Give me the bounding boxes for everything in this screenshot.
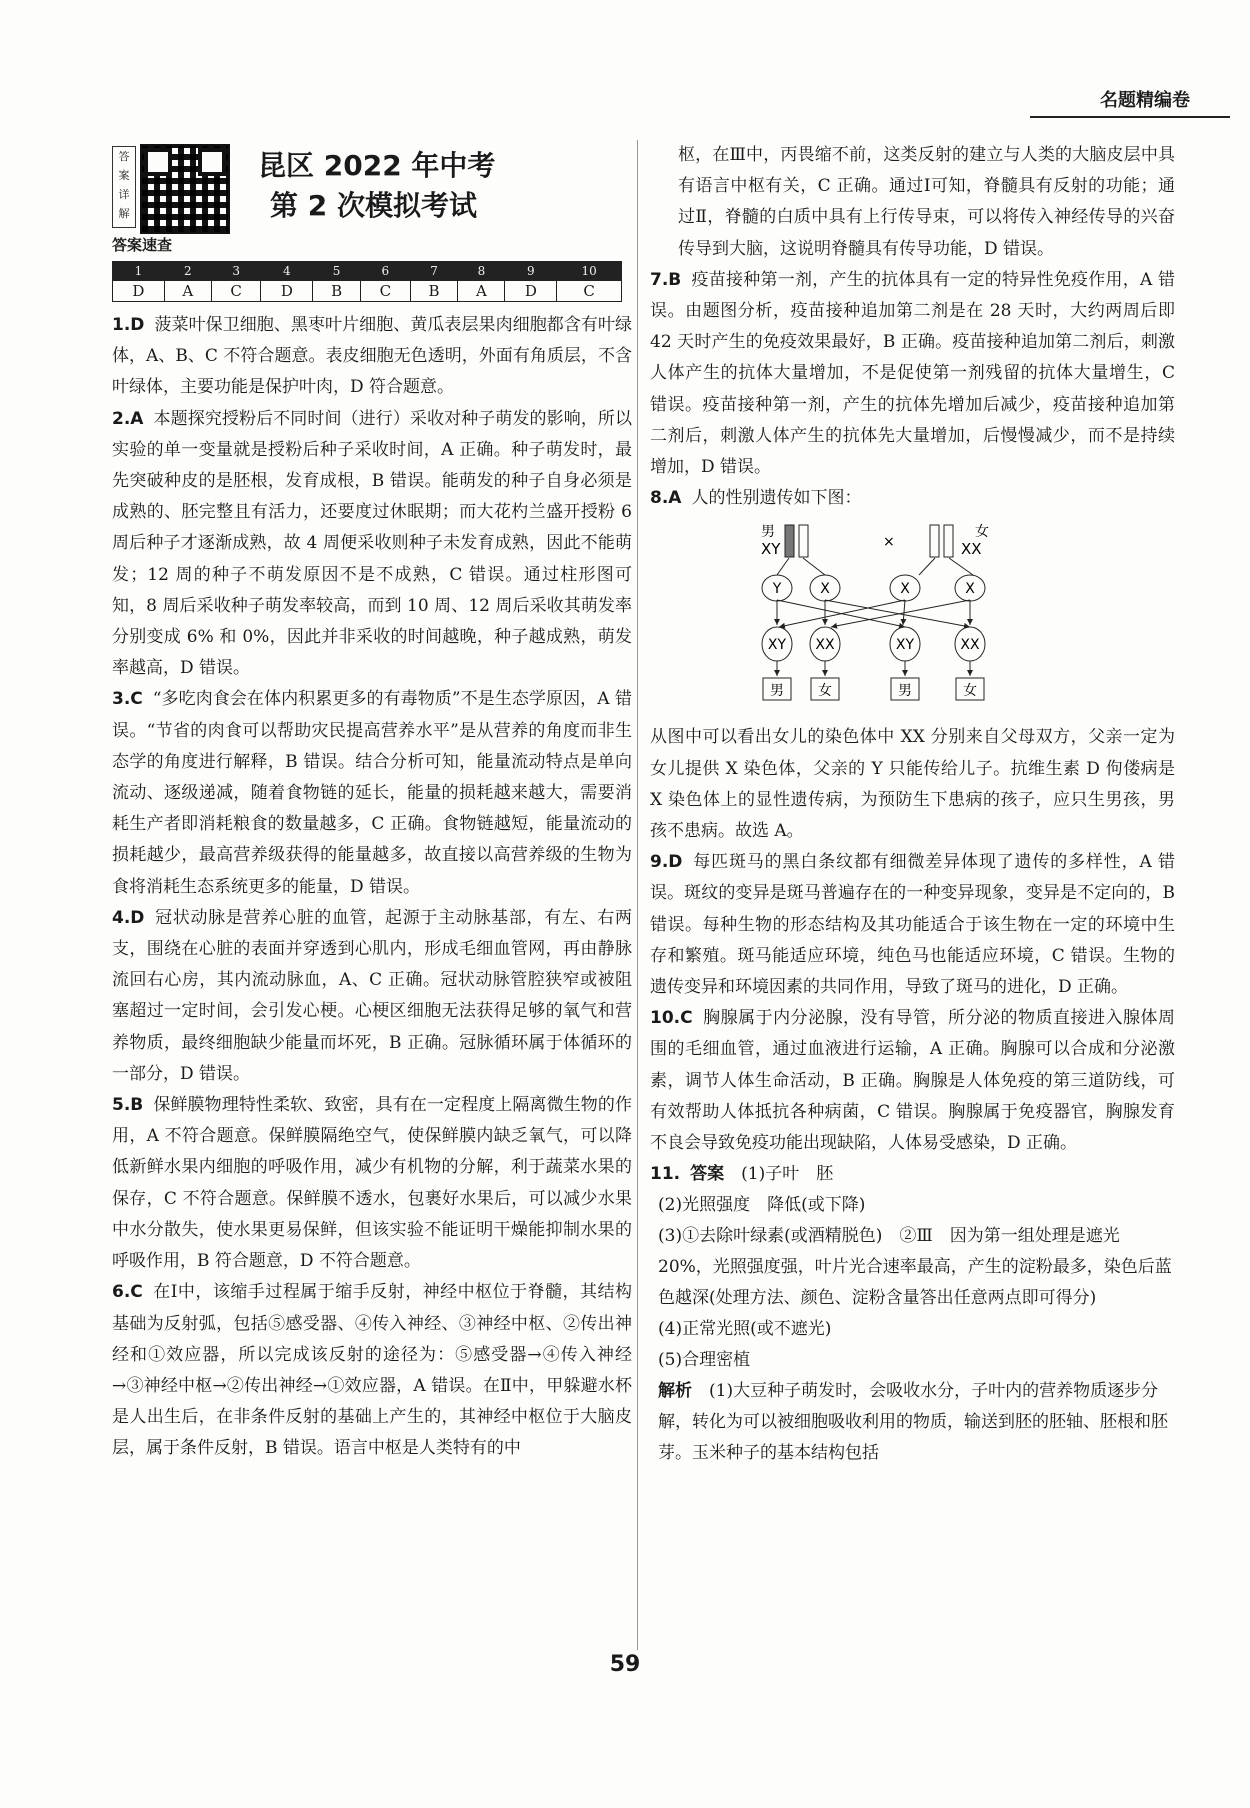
column-divider (637, 140, 638, 1650)
item-text: “多吃肉食会在体内积累更多的有毒物质”不是生态学原因，A 错误。“节省的肉食可以帮助灾民提高营养水平”是从营养的角度而非生态学的角度进行解释，B 错误。结合分析可知，能量流动特点是单向流动、逐级递减，随着食物链的延长，能量的损耗越来越大，需要消耗生产者即消耗粮食的数量越多，C 正确。食物链越短，能量流动的损耗越少，最高营养级获得的能量越多，故直接以高营养级的生物为食将消耗生态系统更多的能量，D 错误。 (112, 689, 632, 897)
answer-part: (2)光照强度 降低(或下降) (658, 1195, 866, 1216)
item-number: 4.D (112, 907, 145, 928)
exam-title-line2: 第 2 次模拟考试 (270, 189, 477, 222)
analysis-text: (1)大豆种子萌发时，会吸收水分，子叶内的营养物质逐步分解，转化为可以被细胞吸收利用的物质，输送到胚的胚轴、胚根和胚芽。玉米种子的基本结构包括 (658, 1381, 1168, 1464)
gamete-label: Y (772, 581, 782, 598)
answer-key-number: 8 (458, 262, 505, 281)
offspring-label: 女 (963, 683, 977, 700)
qr-caption-char: 解 (118, 207, 130, 220)
x-chromosome (930, 525, 939, 557)
item-9 (650, 847, 1175, 1003)
item-11 (650, 1159, 1175, 1190)
item-6-continuation (650, 140, 1175, 265)
cross-symbol: × (883, 534, 895, 551)
answer-key-answer: D (113, 281, 165, 302)
zygote-label: XY (895, 637, 915, 654)
answer-key-answer: D (261, 281, 313, 302)
item-text: 枢，在Ⅲ中，丙畏缩不前，这类反射的建立与人类的大脑皮层中具有语言中枢有关，C 正确。通过Ⅰ可知，脊髓具有反射的功能；通过Ⅱ，脊髓的白质中具有上行传导束，可以将传入神经传导的兴奋传导到大脑，这说明脊髓具有传导功能，D 错误。 (678, 145, 1175, 259)
answer-key-numbers (113, 262, 622, 281)
answer-key-number: 2 (164, 262, 211, 281)
answer-key-answer: D (505, 281, 557, 302)
qr-caption-char: 案 (118, 169, 130, 182)
answer-label: 答案 (690, 1164, 725, 1185)
left-column (112, 140, 632, 1465)
answer-part: (3)①去除叶绿素(或酒精脱色) ②Ⅲ 因为第一组处理是遮光 20%，光照强度强，叶片光合速率最高，产生的淀粉最多，染色后蓝色越深(处理方法、颜色、淀粉含量答出任意两点即可得分) (658, 1226, 1172, 1309)
answer-key-answer: C (361, 281, 411, 302)
zygote-label: XX (815, 637, 835, 654)
item-text: 每匹斑马的黑白条纹都有细微差异体现了遗传的多样性，A 错误。斑纹的变异是斑马普遍存在的一种变异现象，变异是不定向的，B 错误。每种生物的形态结构及其功能适合于该生物在一定的环境中生存和繁殖。斑马能适应环境，纯色马也能适应环境，C 错误。生物的遗传变异和环境因素的共同作用，导致了斑马的进化，D 正确。 (650, 852, 1175, 998)
answer-key-number: 6 (361, 262, 411, 281)
offspring-row (763, 661, 984, 700)
header-rule (1030, 116, 1230, 118)
gamete-label: X (820, 581, 830, 598)
item-number: 3.C (112, 689, 143, 710)
offspring-label: 男 (898, 683, 912, 700)
right-column (650, 140, 1175, 1469)
item-text: 本题探究授粉后不同时间（进行）采收对种子萌发的影响，所以实验的单一变量就是授粉后种子采收时间，A 正确。种子萌发时，最先突破种皮的是胚根，发育成根，B 错误。能萌发的种子自身必须是成熟的、胚完整且有活力，还要度过休眠期；而大花杓兰盛开授粉 6 周后种子才逐渐成熟，故 4 周便采收则种子未发育成熟，因此不能萌发；12 周的种子不萌发原因不是不成熟，C 错误。通过柱形图可知，8 周后采收种子萌发率较高，而到 10 周、12 周后采收其萌发率分别变成 6% 和 0%，因此并非采收的时间越晚，种子越成熟，萌发率越高，D 错误。 (112, 408, 632, 679)
item-number: 11. (650, 1164, 681, 1185)
item-10 (650, 1003, 1175, 1159)
answer-key-answer: C (557, 281, 622, 302)
qr-caption (112, 146, 136, 228)
item-7 (650, 265, 1175, 483)
zygote-row (762, 627, 985, 661)
exam-header (112, 140, 632, 232)
qr-caption-char: 详 (118, 188, 130, 201)
answer-key-number: 4 (261, 262, 313, 281)
item-text: 疫苗接种第一剂，产生的抗体具有一定的特异性免疫作用，A 错误。由题图分析，疫苗接种追加第二剂是在 28 天时，大约两周后即 42 天时产生的免疫效果最好，B 正确。疫苗接种追加第二剂后，刺激人体产生的抗体大量增加，不是促使第一剂残留的抗体大量增生，C 错误。疫苗接种第一剂，产生的抗体先增加后减少，疫苗接种追加第二剂后，刺激人体产生的抗体先大量增加，后慢慢减少，而不是持续增加，D 错误。 (650, 269, 1175, 478)
analysis (650, 1376, 1175, 1469)
item-number: 8.A (650, 488, 682, 509)
offspring-label: 女 (818, 683, 832, 700)
item-text: 胸腺属于内分泌腺，没有导管，所分泌的物质直接进入腺体周围的毛细血管，通过血液进行运输，A 正确。胸腺可以合成和分泌激素，调节人体生命活动，B 正确。胸腺是人体免疫的第三道防线，可有效帮助人体抵抗各种病菌，C 错误。胸腺属于免疫器官，胸腺发育不良会导致免疫功能出现缺陷，人体易受感染，D 正确。 (650, 1008, 1175, 1154)
item-text: 保鲜膜物理特性柔软、致密，具有在一定程度上隔离微生物的作用，A 不符合题意。保鲜膜隔绝空气，使保鲜膜内缺乏氧气，可以降低新鲜水果内细胞的呼吸作用，减少有机物的分解，利于蔬菜水果的保存，C 不符合题意。保鲜膜不透水，包裹好水果后，可以减少水果中水分散失，使水果更易保鲜，但该实验不能证明干燥能抑制水果的呼吸作用，B 符合题意，D 不符合题意。 (112, 1095, 632, 1272)
answer-key-answer: A (164, 281, 211, 302)
item-text: 从图中可以看出女儿的染色体中 XX 分别来自父母双方，父亲一定为女儿提供 X 染色体，父亲的 Y 只能传给儿子。抗维生素 D 佝偻病是 X 染色体上的显性遗传病，为预防生下患病的孩子，应只生男孩，男孩不患病。故选 A。 (650, 727, 1175, 842)
sex-inheritance-diagram (755, 520, 1075, 710)
series-label: 名题精编卷 (1100, 90, 1190, 111)
answer-key-answer: B (410, 281, 458, 302)
item-number: 6.C (112, 1282, 143, 1303)
left-items (112, 310, 632, 1465)
male-label: 男 (761, 524, 775, 541)
item-text: 在Ⅰ中，该缩手过程属于缩手反射，神经中枢位于脊髓，其结构基础为反射弧，包括⑤感受器、④传入神经、③神经中枢、②传出神经和①效应器，所以完成该反射的途径为：⑤感受器→④传入神经→③神经中枢→②传出神经→①效应器，A 错误。在Ⅱ中，甲躲避水杯是人出生后，在非条件反射的基础上产生的，其神经中枢位于大脑皮层，属于条件反射，B 错误。语言中枢是人类特有的中 (112, 1282, 632, 1459)
x-chromosome (799, 525, 808, 557)
answer-item (112, 903, 632, 1090)
gamete-label: X (965, 581, 975, 598)
gamete-label: X (900, 581, 910, 598)
x-chromosome (944, 525, 953, 557)
answer-key-answer: B (313, 281, 361, 302)
qr-caption-char: 答 (118, 150, 130, 163)
gamete-row (762, 575, 985, 601)
item-number: 1.D (112, 315, 145, 335)
answer-key-answer: C (211, 281, 261, 302)
y-chromosome (785, 525, 794, 557)
answer-part: (1)子叶 胚 (741, 1164, 834, 1185)
item-8-conclusion (650, 722, 1175, 847)
female-chromosome-label: XX (961, 540, 982, 559)
answer-key-number: 1 (113, 262, 165, 281)
item-number: 7.B (650, 269, 682, 290)
item-text: 菠菜叶保卫细胞、黑枣叶片细胞、黄瓜表层果肉细胞都含有叶绿体，A、B、C 不符合题意。表皮细胞无色透明，外面有角质层，不含叶绿体，主要功能是保护叶肉，D 符合题意。 (112, 315, 632, 398)
answer-item (112, 404, 632, 685)
item-number: 9.D (650, 852, 683, 873)
item-text: 冠状动脉是营养心脏的血管，起源于主动脉基部，有左、右两支，围绕在心脏的表面并穿透到心肌内，形成毛细血管网，再由静脉流回右心房，其内流动脉血，A、C 正确。冠状动脉管腔狭窄或被阻塞超过一定时间，会引发心梗。心梗区细胞无法获得足够的氧气和营养物质，最终细胞缺少能量而坏死，B 正确。冠脉循环属于体循环的一部分，D 错误。 (112, 907, 632, 1084)
answer-key-table (112, 261, 622, 302)
male-chromosome-label: XY (761, 540, 781, 559)
answer-item (112, 684, 632, 902)
answer-part: (4)正常光照(或不遮光) (658, 1319, 832, 1340)
answer-key-number: 9 (505, 262, 557, 281)
exam-title-line1: 昆区 2022 年中考 (258, 149, 496, 182)
item-text: 人的性别遗传如下图： (691, 488, 862, 509)
answer-part: (5)合理密植 (658, 1350, 751, 1371)
answer-key-answers (113, 281, 622, 302)
zygote-label: XY (767, 637, 787, 654)
answer-key-number: 10 (557, 262, 622, 281)
answer-key-answer: A (458, 281, 505, 302)
offspring-label: 男 (770, 683, 784, 700)
analysis-label: 解析 (658, 1381, 692, 1402)
female-label: 女 (975, 524, 989, 541)
item-number: 5.B (112, 1095, 144, 1116)
page-number: 59 (609, 1652, 641, 1677)
item-number: 2.A (112, 408, 144, 429)
answer-item (112, 310, 632, 404)
answer-key-number: 7 (410, 262, 458, 281)
qr-code-icon[interactable] (140, 144, 230, 234)
item-8 (650, 483, 1175, 514)
item-number: 10.C (650, 1008, 693, 1029)
answer-key-number: 3 (211, 262, 261, 281)
zygote-label: XX (960, 637, 980, 654)
answer-item (112, 1277, 632, 1464)
answer-item (112, 1090, 632, 1277)
quick-answers-label: 答案速查 (112, 236, 173, 254)
answer-key-number: 5 (313, 262, 361, 281)
